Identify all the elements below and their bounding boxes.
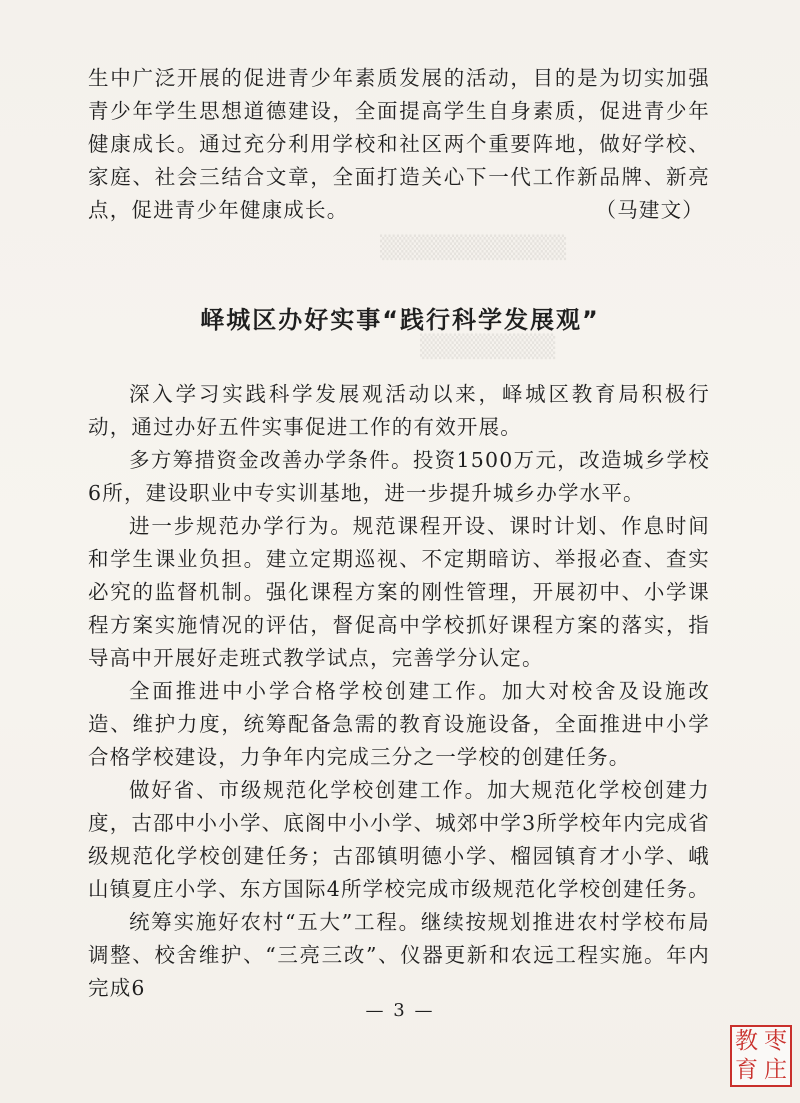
article-body	[88, 378, 710, 1005]
body-paragraph: 进一步规范办学行为。规范课程开设、课时计划、作息时间和学生课业负担。建立定期巡视、不定期暗访、举报必查、查实必究的监督机制。强化课程方案的刚性管理，开展初中、小学课程方案实施情况的评估，督促高中学校抓好课程方案的落实，指导高中开展好走班式教学试点，完善学分认定。	[88, 514, 710, 670]
article-title: 峄城区办好实事“践行科学发展观”	[200, 306, 600, 334]
seal-char: 教	[735, 1028, 758, 1054]
intro-author: （马建文）	[595, 198, 704, 222]
body-paragraph: 多方筹措资金改善办学条件。投资1500万元，改造城乡学校6所，建设职业中专实训基地，进一步提升城乡办学水平。	[88, 448, 710, 505]
page-number: — 3 —	[365, 1000, 435, 1021]
bleed-through-text: ▒▒▒▒▒▒▒▒	[420, 335, 556, 360]
body-paragraph: 全面推进中小学合格学校创建工作。加大对校舍及设施改造、维护力度，统筹配备急需的教育设施设备，全面推进中小学合格学校建设，力争年内完成三分之一学校的创建任务。	[88, 679, 710, 769]
red-seal-stamp	[730, 1025, 792, 1087]
seal-char: 庄	[764, 1057, 787, 1083]
body-paragraph: 深入学习实践科学发展观活动以来，峄城区教育局积极行动，通过办好五件实事促进工作的有效开展。	[88, 382, 710, 439]
seal-char: 育	[735, 1057, 758, 1083]
intro-section	[88, 62, 710, 227]
body-paragraph: 做好省、市级规范化学校创建工作。加大规范化学校创建力度，古邵中小小学、底阁中小小学、城郊中学3所学校年内完成省级规范化学校创建任务；古邵镇明德小学、榴园镇育才小学、峨山镇夏庄小学、东方国际4所学校完成市级规范化学校创建任务。	[88, 778, 710, 901]
intro-paragraph	[88, 62, 710, 227]
body-paragraph: 统筹实施好农村“五大”工程。继续按规划推进农村学校布局调整、校舍维护、“三亮三改”、仪器更新和农远工程实施。年内完成6	[88, 910, 710, 1000]
bleed-through-text: ▒▒▒▒▒▒▒▒▒▒▒	[380, 236, 567, 261]
seal-char: 枣	[764, 1028, 787, 1054]
intro-text: 生中广泛开展的促进青少年素质发展的活动，目的是为切实加强青少年学生思想道德建设，全面提高学生自身素质，促进青少年健康成长。通过充分利用学校和社区两个重要阵地，做好学校、家庭、社会三结合文章，全面打造关心下一代工作新品牌、新亮点，促进青少年健康成长。	[88, 66, 710, 222]
